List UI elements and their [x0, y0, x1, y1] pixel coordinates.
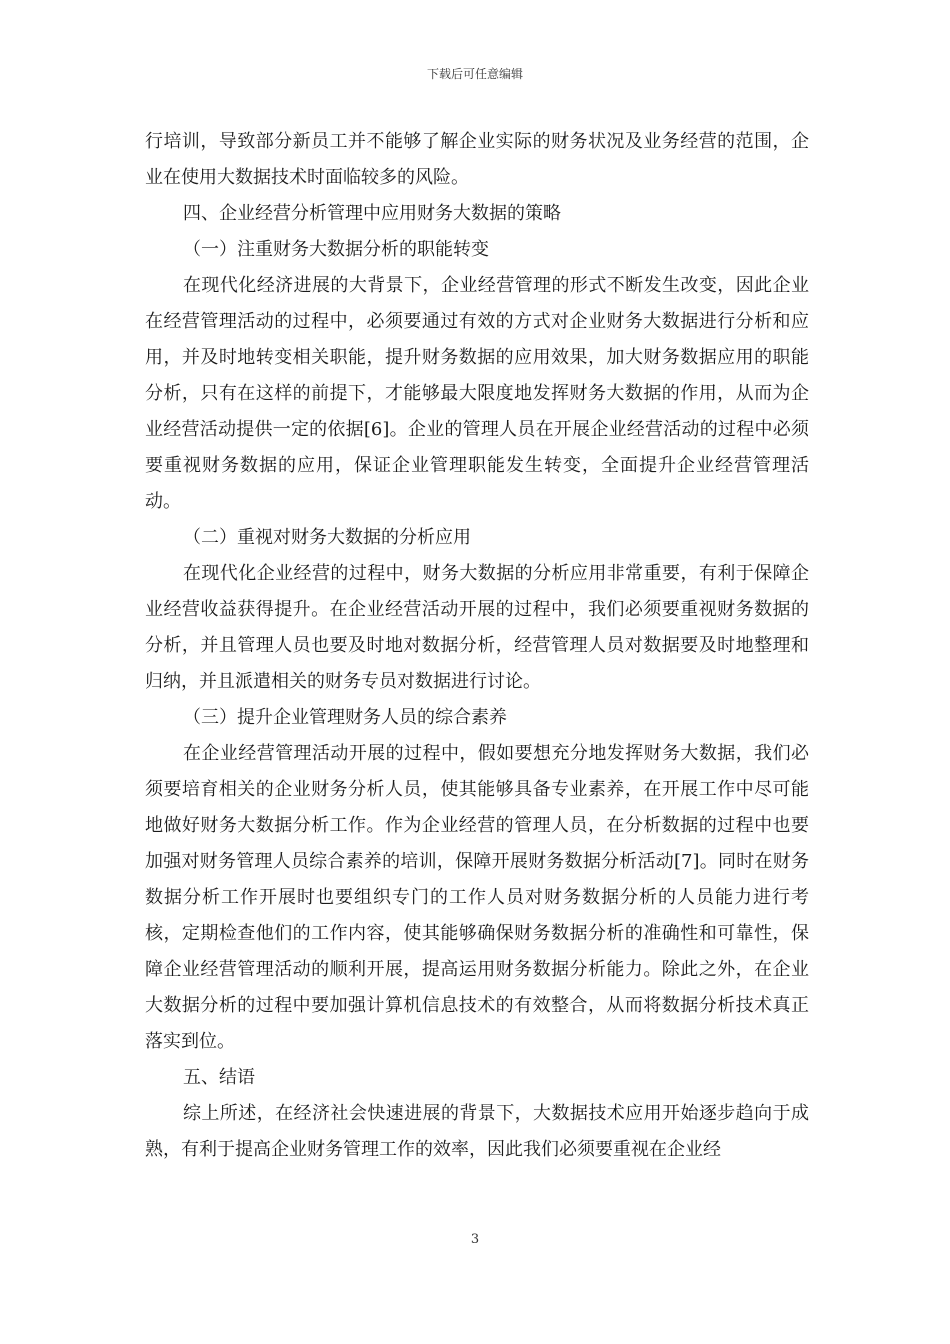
paragraph-4: 综上所述，在经济社会快速进展的背景下，大数据技术应用开始逐步趋向于成熟，有利于提高企业财务管理工作的效率，因此我们必须要重视在企业经 [145, 1103, 809, 1160]
subsection-heading-2: （二）重视对财务大数据的分析应用 [183, 527, 471, 548]
page-header: 下载后可任意编辑 [426, 67, 523, 81]
subsection-heading-1: （一）注重财务大数据分析的职能转变 [183, 239, 489, 260]
paragraph-2: 在现代化企业经营的过程中，财务大数据的分析应用非常重要，有利于保障企业经营收益获得提升。在企业经营活动开展的过程中，我们必须要重视财务数据的分析，并且管理人员也要及时地对数据分析，经营管理人员对数据要及时地整理和归纳，并且派遣相关的财务专员对数据进行讨论。 [145, 563, 809, 692]
page-number: 3 [470, 1232, 480, 1247]
document-body [145, 124, 809, 1168]
subsection-heading-3: （三）提升企业管理财务人员的综合素养 [183, 707, 507, 728]
paragraph-3: 在企业经营管理活动开展的过程中，假如要想充分地发挥财务大数据，我们必须要培育相关的企业财务分析人员，使其能够具备专业素养，在开展工作中尽可能地做好财务大数据分析工作。作为企业经营的管理人员，在分析数据的过程中也要加强对财务管理人员综合素养的培训，保障开展财务数据分析活动[7]。同时在财务数据分析工作开展时也要组织专门的工作人员对财务数据分析的人员能力进行考核，定期检查他们的工作内容，使其能够确保财务数据分析的准确性和可靠性，保障企业经营管理活动的顺利开展，提高运用财务数据分析能力。除此之外，在企业大数据分析的过程中要加强计算机信息技术的有效整合，从而将数据分析技术真正落实到位。 [145, 743, 809, 1052]
paragraph-continued: 行培训，导致部分新员工并不能够了解企业实际的财务状况及业务经营的范围，企业在使用大数据技术时面临较多的风险。 [145, 131, 809, 188]
section-heading-5: 五、结语 [183, 1067, 255, 1088]
section-heading-4: 四、企业经营分析管理中应用财务大数据的策略 [183, 203, 561, 224]
paragraph-1: 在现代化经济进展的大背景下，企业经营管理的形式不断发生改变，因此企业在经营管理活动的过程中，必须要通过有效的方式对企业财务大数据进行分析和应用，并及时地转变相关职能，提升财务数据的应用效果，加大财务数据应用的职能分析，只有在这样的前提下，才能够最大限度地发挥财务大数据的作用，从而为企业经营活动提供一定的依据[6]。企业的管理人员在开展企业经营活动的过程中必须要重视财务数据的应用，保证企业管理职能发生转变，全面提升企业经营管理活动。 [145, 275, 809, 512]
